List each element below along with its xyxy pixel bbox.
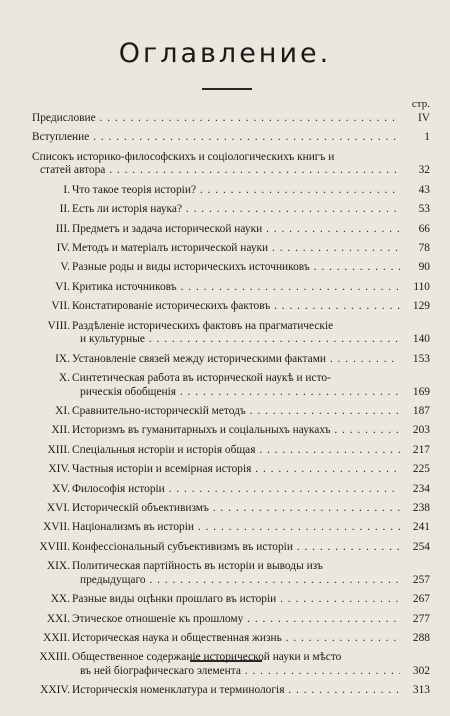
toc-entry-title bbox=[72, 405, 404, 419]
toc-entry-line: Синтетическая работа въ исторической наукѣ и исто- bbox=[72, 372, 331, 384]
toc-entry-page: 288 bbox=[400, 632, 430, 646]
toc-entry-line: Общественное содержаніе исторической науки и мѣсто bbox=[72, 651, 342, 664]
toc-entry-line: Есть ли исторія наука? . . . bbox=[72, 203, 404, 217]
toc-entry-page: 187 bbox=[400, 405, 430, 419]
toc-entry-page: 66 bbox=[400, 223, 430, 237]
toc-entry-line: и культурные . . . bbox=[72, 333, 404, 347]
toc-entry-title bbox=[72, 223, 404, 237]
toc-entry-title bbox=[72, 424, 404, 438]
toc-entry-number: XVII. bbox=[43, 521, 70, 534]
toc-entry-page: 277 bbox=[400, 613, 430, 627]
toc-entry-page: 302 bbox=[400, 665, 430, 679]
toc-entry-line: Историческая наука и общественная жизнь . . . bbox=[72, 632, 404, 646]
toc-entry-number: III. bbox=[55, 222, 70, 235]
toc-entry-title bbox=[72, 521, 404, 535]
toc-entry-number: I. bbox=[63, 183, 70, 196]
toc-entry-number: XI. bbox=[55, 405, 70, 417]
toc-entry-title bbox=[72, 353, 404, 367]
toc-entry-title bbox=[72, 261, 404, 275]
toc-entry-title bbox=[72, 502, 404, 516]
toc-entry-number: XIII. bbox=[47, 443, 70, 456]
toc-entry-title bbox=[72, 632, 404, 646]
toc-entry-line: Спеціальныя исторіи и исторія общая . . . bbox=[72, 444, 404, 458]
toc-entry-line: Политическая партійность въ исторіи и выводы изъ bbox=[72, 560, 323, 573]
toc-entry-title bbox=[72, 372, 404, 399]
toc-entry-line: Предметъ и задача исторической науки . . . bbox=[72, 223, 404, 237]
toc-entry-line: Списокъ историко-философскихъ и соціологическихъ книгъ и bbox=[32, 150, 335, 163]
toc-entry-number: VII. bbox=[51, 300, 70, 313]
toc-entry-line: Этическое отношеніе къ прошлому . . . bbox=[72, 613, 404, 627]
toc-entry-page: 313 bbox=[400, 684, 430, 698]
toc-entry-line: въ ней біографическаго элемента . . . bbox=[72, 665, 404, 679]
toc-entry-number: XII. bbox=[51, 424, 70, 437]
toc-entry-number: XVI. bbox=[46, 502, 70, 514]
toc-entry-page: 90 bbox=[400, 261, 430, 275]
toc-entry-title bbox=[32, 112, 404, 126]
toc-entry-page: 254 bbox=[400, 541, 430, 555]
toc-entry-number: XV. bbox=[52, 482, 70, 495]
toc-entry-title bbox=[72, 483, 404, 497]
toc-entry-title bbox=[32, 151, 404, 178]
toc-entry-number: XXI. bbox=[46, 612, 70, 625]
toc-entry-number: XX. bbox=[50, 593, 70, 606]
toc-entry-page: 217 bbox=[400, 444, 430, 458]
toc-entry-title bbox=[72, 560, 404, 587]
toc-entry-line: Конфессіональный субъективизмъ въ исторіи . . . bbox=[72, 541, 404, 555]
toc-entry-number: XXIV. bbox=[40, 684, 70, 697]
toc-entry-page: 78 bbox=[400, 242, 430, 256]
toc-entry-line: Констатированіе историческихъ фактовъ . . . bbox=[72, 300, 404, 314]
toc-entry-line: статей автора . . . bbox=[32, 164, 404, 178]
toc-entry-line: Что такое теорія исторіи? . . . bbox=[72, 184, 404, 198]
toc-entry-line: Историческія номенклатура и терминологія . . . bbox=[72, 684, 404, 698]
toc-entry-number: XVIII. bbox=[39, 540, 70, 553]
toc-entry-line: Историческій объективизмъ . . . bbox=[72, 502, 404, 516]
toc-entry-title bbox=[72, 444, 404, 458]
toc-entry-title bbox=[72, 463, 404, 477]
toc-entry-page: 153 bbox=[400, 353, 430, 367]
toc-entry-page: 267 bbox=[400, 593, 430, 607]
toc-entry-number: II. bbox=[59, 203, 70, 216]
toc-entry-page: 257 bbox=[400, 574, 430, 588]
toc-entry-number: XXIII. bbox=[39, 651, 70, 664]
toc-entry-number: X. bbox=[58, 372, 70, 384]
toc-entry-line: рическія обобщенія . . . bbox=[72, 386, 404, 400]
toc-entry-title bbox=[72, 651, 404, 678]
toc-entry-page: 225 bbox=[400, 463, 430, 477]
toc-entry-page: 203 bbox=[400, 424, 430, 438]
toc-entry-line: Установленіе связей между историческими фактами . . . bbox=[72, 353, 404, 367]
toc-entry-page: 169 bbox=[400, 386, 430, 400]
page-title: Оглавление. bbox=[118, 38, 332, 69]
toc-entry-title bbox=[72, 184, 404, 198]
toc-entry-line: Предисловие . . . bbox=[32, 112, 404, 126]
toc-entry-title bbox=[72, 320, 404, 347]
toc-entry-line: Методъ и матеріалъ исторической науки . . . bbox=[72, 242, 404, 256]
toc-entry-page: 110 bbox=[400, 281, 430, 295]
toc-entry-title bbox=[72, 541, 404, 555]
toc-entry-title bbox=[72, 281, 404, 295]
toc-entry-title bbox=[72, 300, 404, 314]
toc-entry-page: 43 bbox=[400, 184, 430, 198]
closing-divider bbox=[190, 660, 262, 662]
toc-entry-page: 234 bbox=[400, 483, 430, 497]
toc-entry-number: IV. bbox=[56, 242, 70, 254]
toc-entry-title bbox=[72, 203, 404, 217]
toc-entry-number: IX. bbox=[55, 352, 70, 365]
toc-entry-number: XIX. bbox=[46, 560, 70, 573]
toc-entry-number: V. bbox=[60, 261, 70, 274]
toc-entry-line: Частныя исторіи и всемірная исторія . . . bbox=[72, 463, 404, 477]
toc-entry-line: Разные виды оцѣнки прошлаго въ исторіи . . . bbox=[72, 593, 404, 607]
toc-entry-line: Историзмъ въ гуманитарныхъ и соціальныхъ наукахъ . . . bbox=[72, 424, 404, 438]
toc-entry-page: 140 bbox=[400, 333, 430, 347]
toc-entry-title bbox=[72, 613, 404, 627]
toc-entry-number: XIV. bbox=[48, 463, 70, 476]
toc-entry-page: 129 bbox=[400, 300, 430, 314]
toc-entry-page: 1 bbox=[400, 131, 430, 145]
toc-entry-line: Націонализмъ въ исторіи . . . bbox=[72, 521, 404, 535]
toc-entry-title bbox=[72, 684, 404, 698]
toc-entry-title bbox=[72, 242, 404, 256]
toc-entry-title bbox=[72, 593, 404, 607]
toc-entry-line: Философія исторіи . . . bbox=[72, 483, 404, 497]
toc-entry-line: Раздѣленіе историческихъ фактовъ на прагматическіе bbox=[72, 319, 334, 332]
toc-entry-page: 241 bbox=[400, 521, 430, 535]
toc-entry-page: 238 bbox=[400, 502, 430, 516]
toc-entry-line: предыдущаго . . . bbox=[72, 574, 404, 588]
toc-entry-number: VI. bbox=[55, 280, 70, 293]
toc-entry-page: 32 bbox=[400, 164, 430, 178]
toc-entry-line: Сравнительно-историческій методъ . . . bbox=[72, 405, 404, 419]
toc-entry-line: Критика источниковъ . . . bbox=[72, 281, 404, 295]
toc-entry-number: XXII. bbox=[43, 632, 70, 644]
toc-entry-page: IV bbox=[400, 112, 430, 126]
toc-entry-page: 53 bbox=[400, 203, 430, 217]
title-divider bbox=[202, 88, 252, 90]
toc-entry-line: Разные роды и виды историческихъ источниковъ . . . bbox=[72, 261, 404, 275]
toc-entry-number: VIII. bbox=[47, 319, 70, 332]
toc-entry-title bbox=[32, 131, 404, 145]
toc-entry-line: Вступление . . . bbox=[32, 131, 404, 145]
page-column-label: стр. bbox=[411, 98, 430, 110]
